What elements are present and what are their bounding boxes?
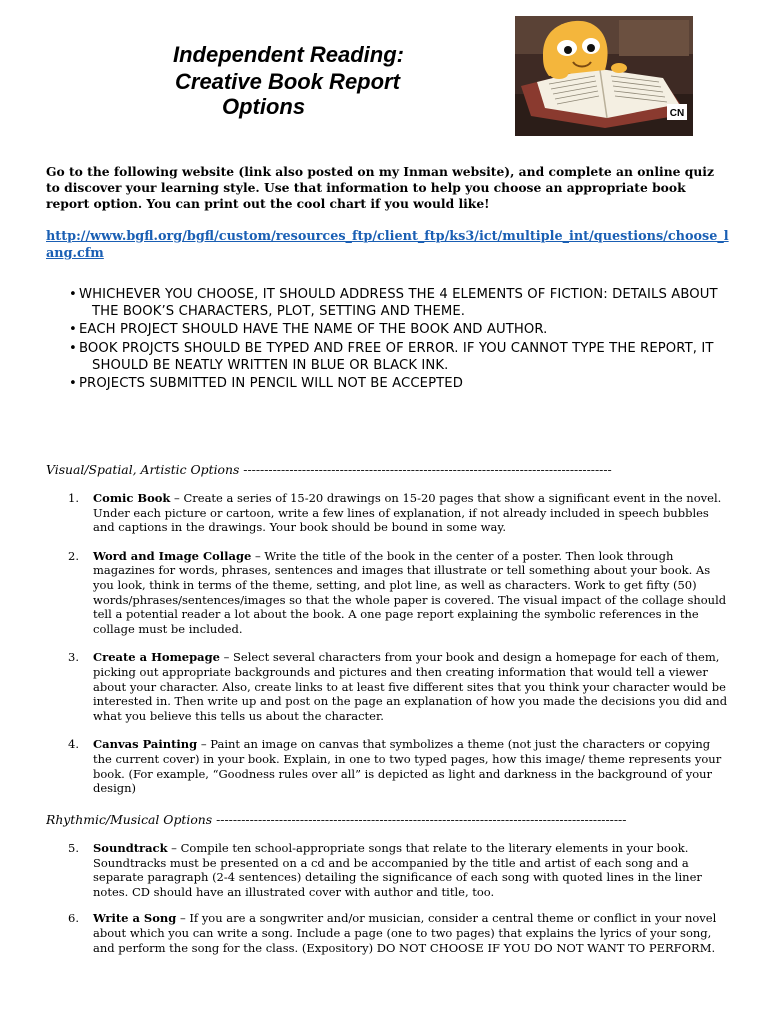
title-line-2: Creative Book Report [175,69,400,94]
option-number: 3. [68,650,79,665]
rhythmic-musical-options-list [0,841,768,967]
option-number: 4. [68,737,79,752]
option-description: – Write the title of the book in the center of a poster. Then look through magazines for words, phrases, sentences and images that illustrate or tell something about your book. As you look, think in terms of the theme, setting, and plot line, as well as characters. Work to get fifty (50) words/phrases/sentences/images so that the whole paper is covered. The visual impact of the collage should tell a potential reader a lot about the book. A one page report explaining the symbolic references in the collage must be included. [93,548,727,636]
cartoon-reading-image [515,16,693,136]
option-title: Create a Homepage [93,650,220,665]
option-number: 6. [68,911,79,926]
option-description: – Compile ten school-appropriate songs that relate to the literary elements in your book. Soundtracks must be presented on a cd and be accompanied by the title and artist of each song and a separate paragraph (2-4 sentences) detailing the significance of each song with quoted lines in the liner notes. CD should have an illustrated cover with author and title, too. [93,841,702,899]
option-description: – Select several characters from your book and design a homepage for each of them, picking out appropriate backgrounds and pictures and then creating information that would tell a viewer about your character. Also, create links to at least five different sites that you think your character would be interested in. Then write up and post on the page an explanation of how you made the decisions you did and what you believe this tells us about the character. [93,650,728,723]
option-description: – If you are a songwriter and/or musician, consider a central theme or conflict in your novel about which you can write a song. Include a page (one to two pages) that explains the lyrics of your song, and perform the song for the class. (Expository) DO NOT CHOOSE IF YOU DO NOT WANT TO PERFORM. [93,911,717,955]
option-item [0,841,768,899]
option-number: 2. [68,548,79,563]
visual-spatial-options-list [0,491,768,810]
option-item [0,650,768,723]
option-description: – Paint an image on canvas that symbolizes a theme (not just the characters or copying the current cover) in your book. Explain, in one to two typed pages, how this image/ theme represents your book. (For example, “Goodness rules over all” is depicted as light and darkness in the background of your design) [93,737,722,796]
option-item [0,491,768,535]
requirement-item: • BOOK PROJCTS SHOULD BE TYPED AND FREE OF ERROR. IF YOU CANNOT TYPE THE REPORT, IT SHOULD BE NEATLY WRITTEN IN BLUE OR BLACK INK. [62,340,732,374]
requirement-item: • EACH PROJECT SHOULD HAVE THE NAME OF THE BOOK AND AUTHOR. [62,321,732,338]
option-number: 5. [68,841,79,855]
requirements-list [62,286,732,393]
option-title: Soundtrack [93,841,168,855]
option-number: 1. [68,491,79,505]
option-title: Canvas Painting [93,737,198,752]
requirement-item: • PROJECTS SUBMITTED IN PENCIL WILL NOT BE ACCEPTED [62,375,732,392]
title-line-1: Independent Reading: [173,42,404,67]
section-heading-visual-spatial: Visual/Spatial, Artistic Options ---------------------------------------------------------------------------------------- [46,462,612,477]
section-heading-rhythmic-musical: Rhythmic/Musical Options -------------------------------------------------------------------------------------------------- [46,812,627,827]
option-item [0,549,768,637]
option-description: – Create a series of 15-20 drawings on 15-20 pages that show a significant event in the novel. Under each picture or cartoon, write a few lines of explanation, if not already included in speech bubbles and captions in the drawings. Your book should be bound in some way. [93,491,722,535]
option-item [0,737,768,795]
cn-badge: CN [669,108,685,119]
option-title: Word and Image Collage [93,548,252,563]
learning-style-quiz-link[interactable]: http://www.bgfl.org/bgfl/custom/resources_ftp/client_ftp/ks3/ict/multiple_int/questions/choose_lang.cfm [46,229,729,261]
option-title: Write a Song [93,911,177,926]
title-line-3: Options [222,94,306,119]
option-item [0,911,768,955]
intro-paragraph: Go to the following website (link also posted on my Inman website), and complete an online quiz to discover your learning style. Use that information to help you choose an appropriate book report option. You can print out the cool chart if you would like! [46,164,714,211]
option-title: Comic Book [93,491,171,505]
requirement-item: • WHICHEVER YOU CHOOSE, IT SHOULD ADDRESS THE 4 ELEMENTS OF FICTION: DETAILS ABOUT THE BOOK’S CHARACTERS, PLOT, SETTING AND THEME. [62,286,732,320]
